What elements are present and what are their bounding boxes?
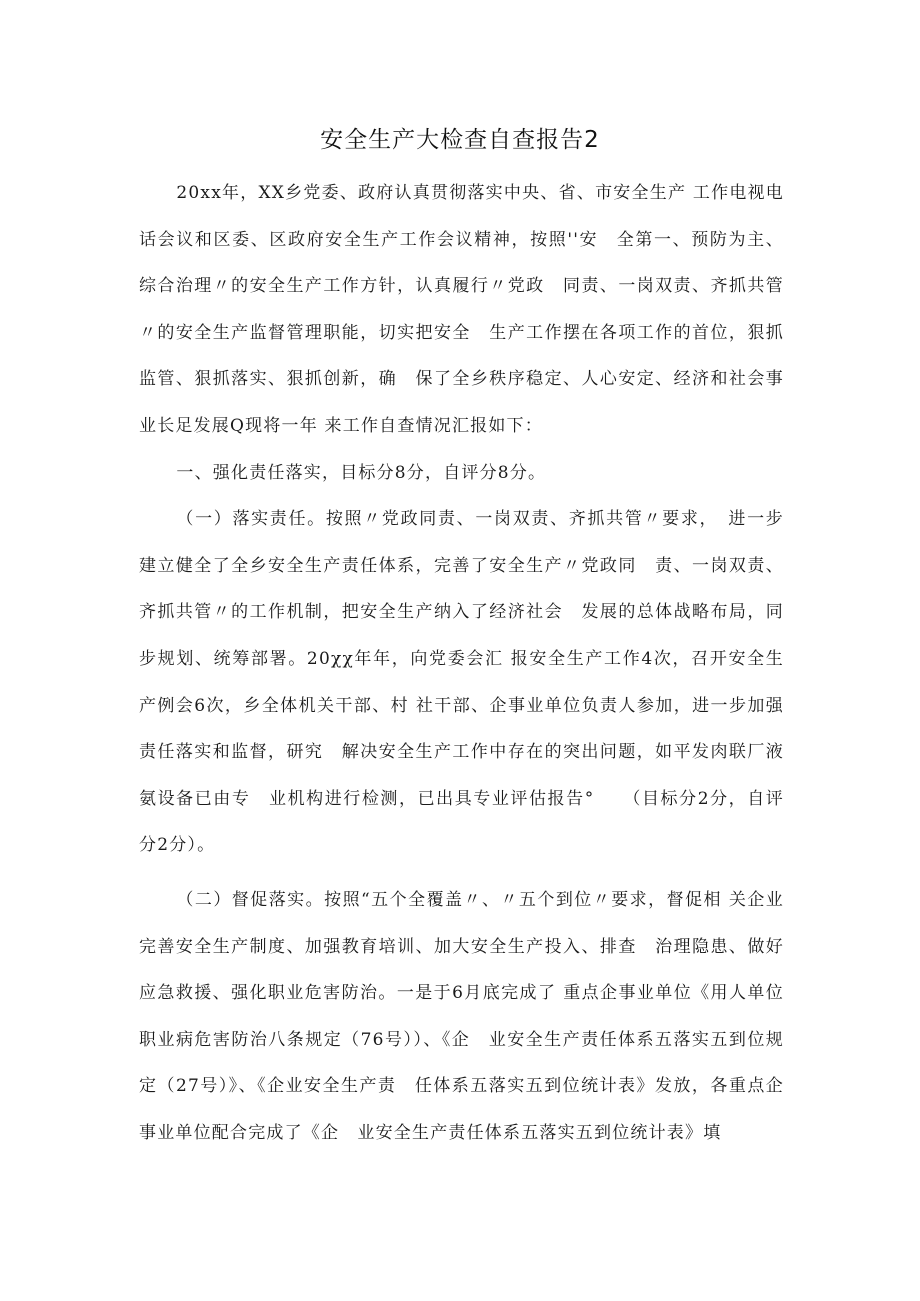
paragraph-supervise-implementation: （二）督促落实。按照“五个全覆盖〃、〃五个到位〃要求，督促相 关企业完善安全生产制度、加强教育培训、加大安全生产投入、排查 治理隐患、做好应急救援、强化职业危害防治。一是于6月底完成了 重点企事业单位《用人单位职业病危害防治八条规定（76号））、《企 业安全生产责任体系五落实五到位规定（27号）》、《企业安全生产责 任体系五落实五到位统计表》发放，各重点企事业单位配合完成了《企 业安全生产责任体系五落实五到位统计表》填 [139,889,784,1143]
document-title: 安全生产大检查自查报告2 [320,127,600,153]
paragraph-section-heading: 一、强化责任落实，目标分8分，自评分8分。 [176,462,547,483]
paragraph-intro: 20xx年，XX乡党委、政府认真贯彻落实中央、省、市安全生产 工作电视电话会议和区委、区政府安全生产工作会议精神，按照''安 全第一、预防为主、综合治理〃的安全生产工作方针，认真履行〃党政 同责、一岗双责、齐抓共管〃的安全生产监督管理职能，切实把安全 生产工作摆在各项工作的首位，狠抓监管、狠抓落实、狠抓创新，确 保了全乡秩序稳定、人心安定、经济和社会事业长足发展Q现将一年 来工作自查情况汇报如下： [139,183,784,436]
document-body [139,170,784,1156]
paragraph-implement-responsibility: （一）落实责任。按照〃党政同责、一岗双责、齐抓共管〃要求， 进一步建立健全了全乡安全生产责任体系，完善了安全生产〃党政同 责、一岗双责、齐抓共管〃的工作机制，把安全生产纳入了经济社会 发展的总体战略布局，同步规划、统筹部署。20χχ年年，向党委会汇 报安全生产工作4次，召开安全生产例会6次，乡全体机关干部、村 社干部、企事业单位负责人参加，进一步加强责任落实和监督，研究 解决安全生产工作中存在的突出问题，如平发肉联厂液氨设备已由专 业机构进行检测，已出具专业评估报告° （目标分2分，自评分2分）。 [139,509,784,856]
